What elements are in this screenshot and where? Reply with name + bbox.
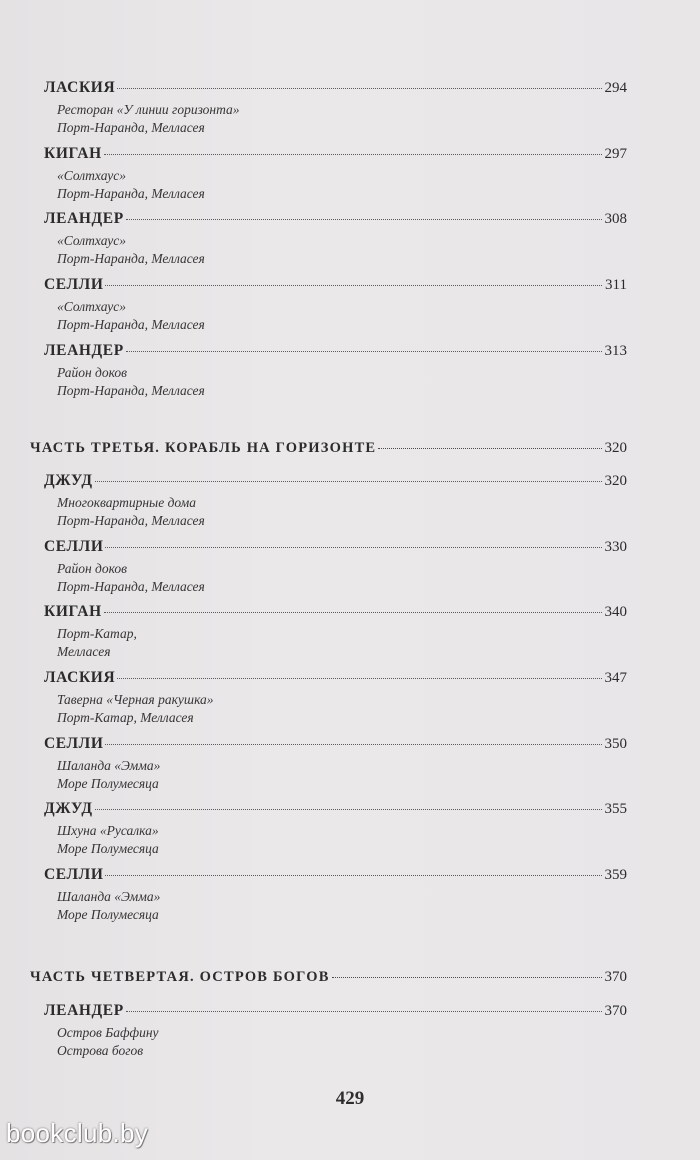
- chapter-location-line: Порт-Наранда, Мелласея: [57, 251, 205, 266]
- dot-leader: [117, 88, 601, 89]
- chapter-location-line: Море Полумесяца: [57, 841, 159, 856]
- toc-entry-line: [44, 276, 627, 298]
- chapter-page-number: 294: [604, 80, 627, 96]
- chapter-page-number: 313: [604, 343, 627, 359]
- chapter-name: ДЖУД: [44, 800, 93, 817]
- chapter-page-number: 359: [604, 867, 627, 883]
- dot-leader: [105, 547, 601, 548]
- chapter-location-line: Порт-Катар,: [57, 626, 137, 641]
- toc-entry-line: [44, 800, 627, 822]
- chapter-location-line: Шхуна «Русалка»: [57, 823, 159, 838]
- chapter-name: СЕЛЛИ: [44, 866, 104, 883]
- chapter-location-line: Порт-Наранда, Мелласея: [57, 186, 205, 201]
- chapter-name: КИГАН: [44, 603, 102, 620]
- chapter-location-line: «Солтхаус»: [57, 233, 127, 248]
- toc-entry: [44, 210, 627, 268]
- chapter-name: КИГАН: [44, 145, 102, 162]
- part-heading: [30, 440, 627, 462]
- toc-entry-line: [44, 603, 627, 625]
- dot-leader: [104, 612, 602, 613]
- chapter-name: ЛАСКИЯ: [44, 669, 116, 686]
- chapter-location-line: Порт-Наранда, Мелласея: [57, 120, 205, 135]
- part-page-number: 320: [604, 440, 627, 456]
- toc-entry-line: [44, 1002, 627, 1024]
- chapter-name: ДЖУД: [44, 472, 93, 489]
- toc-entry: [44, 669, 627, 727]
- toc-entry-line: [44, 866, 627, 888]
- chapter-location-line: Таверна «Черная ракушка»: [57, 692, 214, 707]
- toc-entry: [44, 800, 627, 858]
- dot-leader: [95, 809, 602, 810]
- chapter-page-number: 311: [605, 277, 627, 293]
- chapter-name: ЛЕАНДЕР: [44, 1002, 124, 1019]
- chapter-page-number: 308: [604, 211, 627, 227]
- toc-entry-line: [44, 145, 627, 167]
- part-heading-line: [30, 440, 627, 462]
- chapter-location-line: Мелласея: [57, 644, 111, 659]
- part-title: ЧАСТЬ ЧЕТВЕРТАЯ. ОСТРОВ БОГОВ: [30, 969, 330, 985]
- toc-entry-line: [44, 210, 627, 232]
- chapter-location-line: «Солтхаус»: [57, 299, 127, 314]
- toc-entry: [44, 472, 627, 530]
- dot-leader: [104, 154, 602, 155]
- toc-entry-line: [44, 472, 627, 494]
- chapter-page-number: 370: [604, 1003, 627, 1019]
- dot-leader: [378, 448, 601, 449]
- toc-entry: [44, 79, 627, 137]
- part-page-number: 370: [604, 969, 627, 985]
- chapter-name: СЕЛЛИ: [44, 276, 104, 293]
- chapter-location-line: «Солтхаус»: [57, 168, 127, 183]
- toc-entry-line: [44, 669, 627, 691]
- chapter-page-number: 350: [604, 736, 627, 752]
- toc-entry-line: [44, 735, 627, 757]
- chapter-name: ЛЕАНДЕР: [44, 342, 124, 359]
- toc-entry: [44, 276, 627, 334]
- dot-leader: [126, 1011, 602, 1012]
- part-title: ЧАСТЬ ТРЕТЬЯ. КОРАБЛЬ НА ГОРИЗОНТЕ: [30, 440, 377, 456]
- dot-leader: [105, 744, 601, 745]
- page-number: 429: [335, 1088, 365, 1109]
- chapter-location-line: Шаланда «Эмма»: [57, 889, 161, 904]
- chapter-name: СЕЛЛИ: [44, 538, 104, 555]
- dot-leader: [126, 219, 602, 220]
- dot-leader: [105, 875, 601, 876]
- toc-entry-line: [44, 79, 627, 101]
- chapter-location-line: Ресторан «У линии горизонта»: [57, 102, 240, 117]
- chapter-page-number: 297: [604, 146, 627, 162]
- toc-entry: [44, 342, 627, 400]
- toc-entry-line: [44, 342, 627, 364]
- chapter-name: ЛЕАНДЕР: [44, 210, 124, 227]
- chapter-location-line: Порт-Наранда, Мелласея: [57, 383, 205, 398]
- chapter-location-line: Район доков: [57, 365, 128, 380]
- toc-entry: [44, 1002, 627, 1060]
- dot-leader: [117, 678, 601, 679]
- toc-entry: [44, 735, 627, 793]
- chapter-name: СЕЛЛИ: [44, 735, 104, 752]
- chapter-page-number: 347: [604, 670, 627, 686]
- dot-leader: [105, 285, 602, 286]
- chapter-location-line: Море Полумесяца: [57, 907, 159, 922]
- dot-leader: [95, 481, 602, 482]
- chapter-page-number: 330: [604, 539, 627, 555]
- part-heading-line: [30, 969, 627, 991]
- toc-entry: [44, 603, 627, 661]
- chapter-page-number: 320: [604, 473, 627, 489]
- toc-entry-line: [44, 538, 627, 560]
- chapter-location-line: Шаланда «Эмма»: [57, 758, 161, 773]
- dot-leader: [332, 977, 602, 978]
- part-heading: [30, 969, 627, 991]
- toc-entry: [44, 145, 627, 203]
- chapter-location-line: Порт-Наранда, Мелласея: [57, 579, 205, 594]
- toc-entry: [44, 538, 627, 596]
- chapter-location-line: Порт-Катар, Мелласея: [57, 710, 194, 725]
- chapter-location-line: Порт-Наранда, Мелласея: [57, 317, 205, 332]
- dot-leader: [126, 351, 602, 352]
- chapter-location-line: Район доков: [57, 561, 128, 576]
- chapter-location-line: Многоквартирные дома: [57, 495, 197, 510]
- chapter-page-number: 340: [604, 604, 627, 620]
- chapter-name: ЛАСКИЯ: [44, 79, 116, 96]
- toc-entry: [44, 866, 627, 924]
- chapter-page-number: 355: [604, 801, 627, 817]
- chapter-location-line: Порт-Наранда, Мелласея: [57, 513, 205, 528]
- watermark: bookclub.by: [6, 1118, 149, 1148]
- chapter-location-line: Острова богов: [57, 1043, 144, 1058]
- chapter-location-line: Остров Баффину: [57, 1025, 159, 1040]
- chapter-location-line: Море Полумесяца: [57, 776, 159, 791]
